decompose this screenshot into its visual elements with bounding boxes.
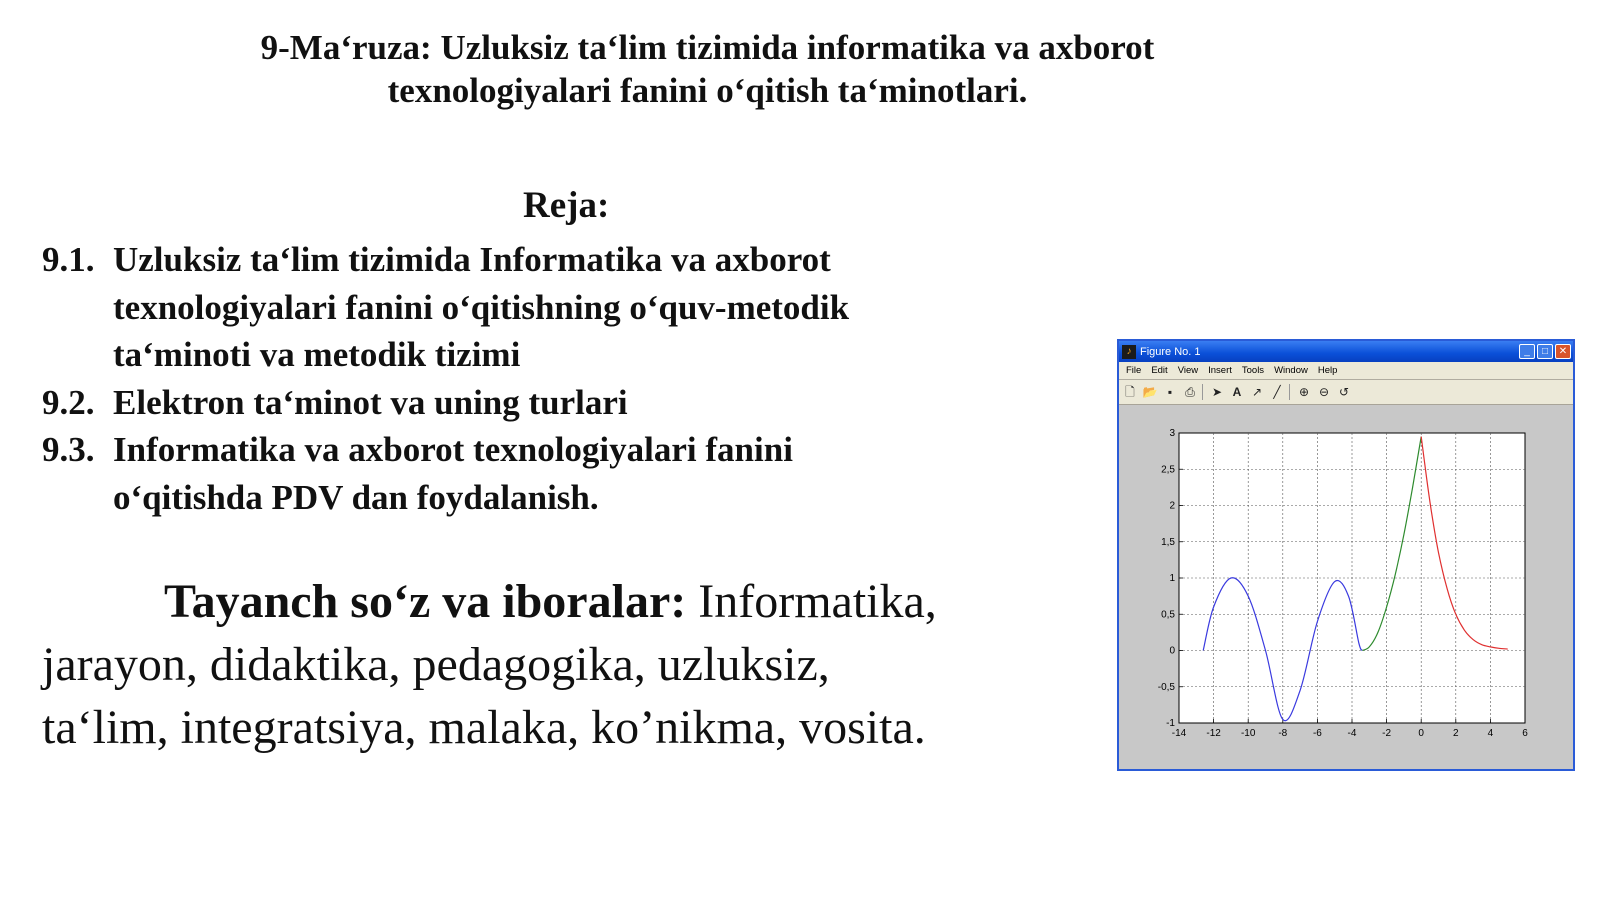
plan-item-number: 9.3. xyxy=(42,430,95,469)
y-tick-label: 1,5 xyxy=(1161,536,1175,548)
x-tick-label: -6 xyxy=(1312,728,1322,739)
plan-item-9-2 xyxy=(42,379,1042,427)
slide-title-line-1: 9-Ma‘ruza: Uzluksiz ta‘lim tizimida informatika va axborot xyxy=(260,28,1155,67)
plan-item-line: Elektron ta‘minot va uning turlari xyxy=(113,382,628,422)
y-tick-label: 0,5 xyxy=(1161,609,1175,621)
x-tick-label: 0 xyxy=(1418,728,1424,739)
rotate-icon[interactable]: ↺ xyxy=(1338,385,1350,399)
y-tick-label: -0,5 xyxy=(1157,681,1175,693)
menu-view[interactable]: View xyxy=(1177,365,1199,376)
x-tick-label: -14 xyxy=(1171,728,1187,739)
plan-item-line: ta‘minoti va metodik tizimi xyxy=(113,335,521,374)
keywords-line-2: jarayon, didaktika, pedagogika, uzluksiz, xyxy=(42,638,830,691)
matlab-logo-icon: ♪ xyxy=(1122,345,1136,359)
keywords-line-1 xyxy=(42,570,1052,633)
plan-heading: Reja: xyxy=(523,185,610,226)
zoom-out-icon[interactable]: ⊖ xyxy=(1318,385,1330,399)
figure-toolbar xyxy=(1119,380,1573,405)
menu-file[interactable]: File xyxy=(1126,365,1142,376)
y-tick-label: 1 xyxy=(1169,573,1175,584)
y-tick-label: 3 xyxy=(1169,428,1175,439)
plan-item-number: 9.2. xyxy=(42,382,95,422)
close-button[interactable]: ✕ xyxy=(1555,344,1571,359)
print-icon[interactable]: ⎙ xyxy=(1185,385,1195,399)
slide-title-line-2: texnologiyalari fanini o‘qitish ta‘minotlari. xyxy=(387,71,1028,110)
y-tick-label: 0 xyxy=(1169,645,1175,657)
y-tick-label: -1 xyxy=(1166,718,1175,729)
menu-tools[interactable]: Tools xyxy=(1241,365,1265,376)
figure-menubar xyxy=(1119,362,1573,380)
x-tick-label: -10 xyxy=(1240,728,1256,739)
open-icon[interactable]: 📂 xyxy=(1142,385,1158,399)
x-tick-label: 4 xyxy=(1487,728,1494,739)
x-tick-label: -8 xyxy=(1278,728,1288,739)
plan-list xyxy=(42,236,1042,521)
plan-item-text xyxy=(113,236,1042,379)
plan-item-number: 9.1. xyxy=(42,240,95,279)
menu-edit[interactable]: Edit xyxy=(1151,365,1168,376)
figure-window-title: Figure No. 1 xyxy=(1140,345,1201,358)
new-file-icon[interactable]: 🗋 xyxy=(1125,385,1135,399)
arrow-icon[interactable]: ↗ xyxy=(1251,385,1263,399)
keywords-text: Informatika, xyxy=(686,575,937,628)
slide-title xyxy=(0,26,1415,112)
y-tick-label: 2 xyxy=(1169,500,1175,512)
figure-titlebar[interactable] xyxy=(1119,341,1573,362)
menu-help[interactable]: Help xyxy=(1317,365,1338,376)
x-tick-label: -2 xyxy=(1382,728,1392,739)
plan-item-text xyxy=(113,379,1042,427)
maximize-button[interactable]: □ xyxy=(1537,344,1553,359)
toolbar-separator xyxy=(1202,384,1203,400)
plan-item-line: texnologiyalari fanini o‘qitishning o‘quv-metodik xyxy=(113,287,850,327)
plan-item-line: o‘qitishda PDV dan foydalanish. xyxy=(113,477,599,517)
keywords-label: Tayanch so‘z va iboralar: xyxy=(164,575,687,628)
line-chart xyxy=(1119,405,1573,769)
plan-item-text xyxy=(113,426,1042,521)
menu-insert[interactable]: Insert xyxy=(1208,365,1232,376)
plan-item-9-3 xyxy=(42,426,1042,521)
minimize-button[interactable]: _ xyxy=(1519,344,1535,359)
zoom-in-icon[interactable]: ⊕ xyxy=(1298,385,1310,399)
keywords-paragraph xyxy=(42,570,1052,759)
x-tick-label: 2 xyxy=(1453,728,1459,739)
plot-area xyxy=(1119,405,1573,769)
x-tick-label: -12 xyxy=(1206,728,1221,739)
x-tick-label: -4 xyxy=(1347,728,1357,739)
figure-window xyxy=(1117,339,1575,771)
plan-item-line: Informatika va axborot texnologiyalari fanini xyxy=(113,430,793,469)
toolbar-separator xyxy=(1289,384,1290,400)
line-icon[interactable]: ╱ xyxy=(1273,385,1281,399)
plan-item-line: Uzluksiz ta‘lim tizimida Informatika va axborot xyxy=(113,240,831,279)
y-tick-label: 2,5 xyxy=(1161,464,1175,476)
plan-item-9-1 xyxy=(42,236,1042,379)
text-icon[interactable]: A xyxy=(1232,385,1242,399)
menu-window[interactable]: Window xyxy=(1274,365,1308,376)
arrow-select-icon[interactable]: ➤ xyxy=(1211,385,1223,399)
keywords-line-3: ta‘lim, integratsiya, malaka, ko’nikma, vosita. xyxy=(42,701,926,754)
save-icon[interactable]: ▪ xyxy=(1167,385,1173,399)
x-tick-label: 6 xyxy=(1522,728,1528,739)
